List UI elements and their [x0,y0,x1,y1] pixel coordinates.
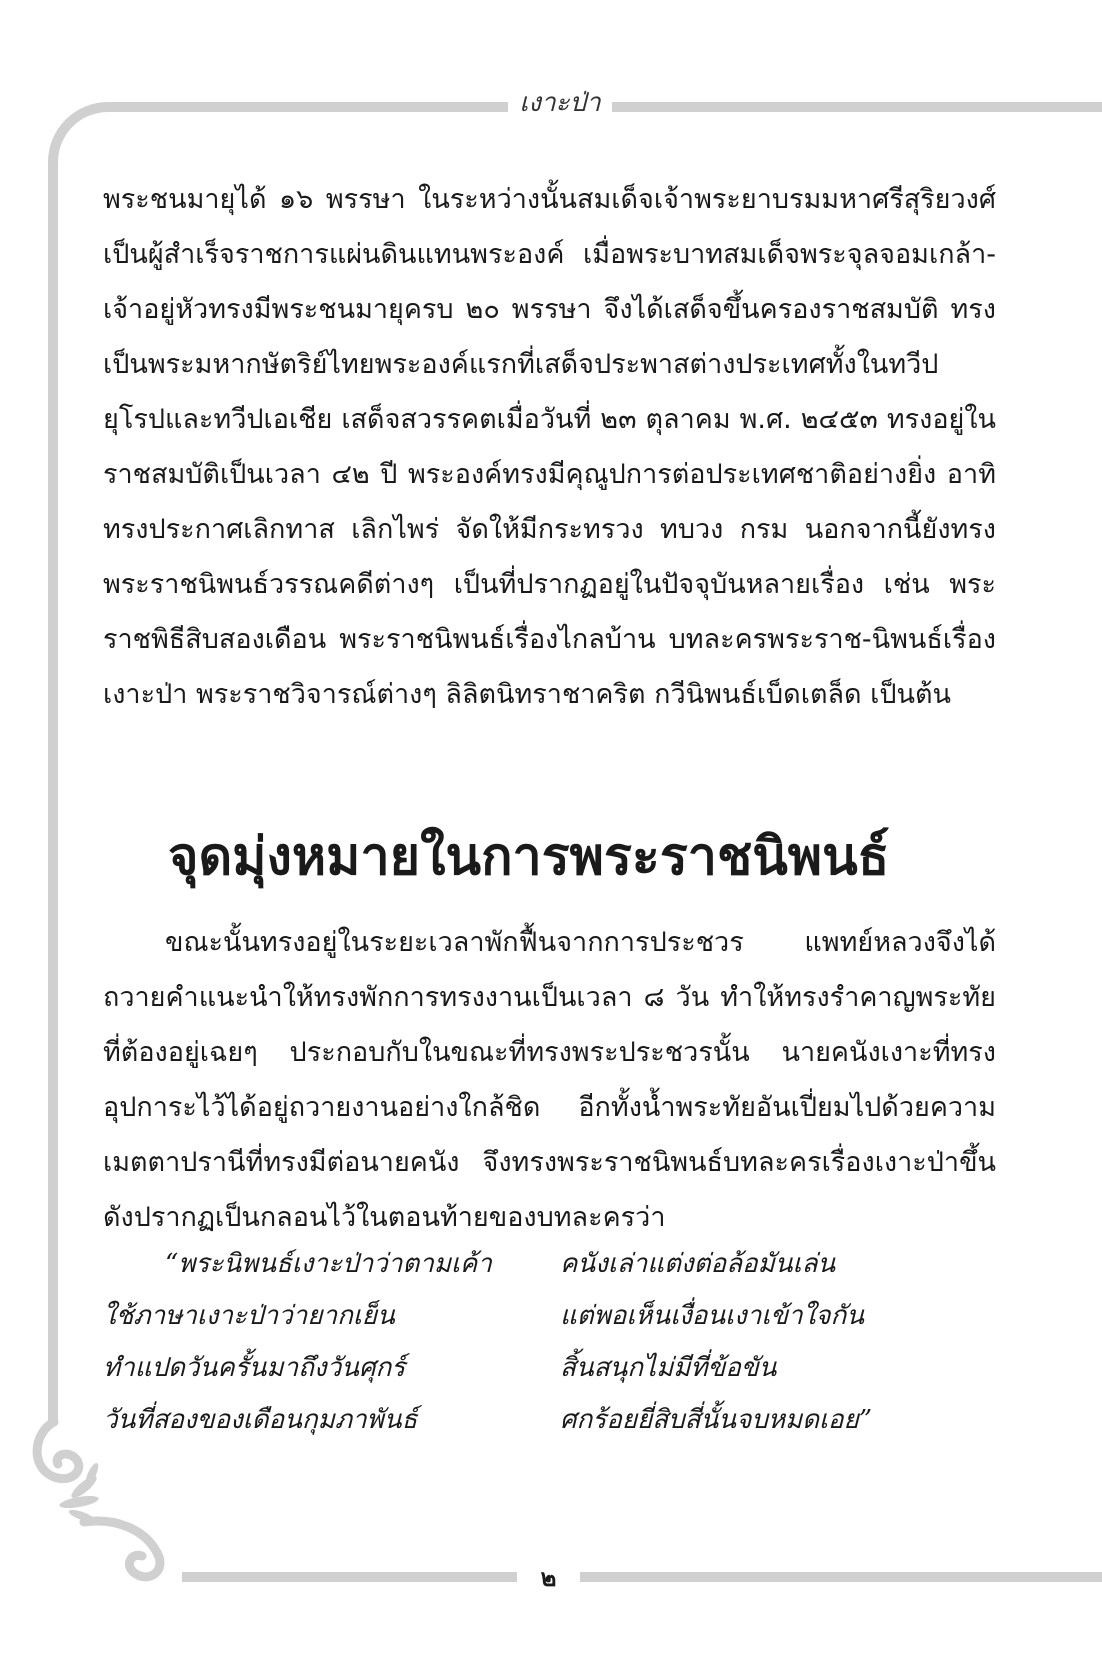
page-frame-top-left [48,102,508,162]
page-frame-bottom-right [580,1572,1102,1582]
poem-line-left: “พระนิพนธ์เงาะป่าว่าตามเค้า [165,1249,492,1279]
poem-line-right: แต่พอเห็นเงื่อนเงาเข้าใจกัน [560,1301,865,1331]
page-number: ๒ [540,1564,557,1592]
poem-line-left: ทำแปดวันครั้นมาถึงวันศุกร์ [103,1353,406,1383]
section-heading: จุดมุ่งหมายในการพระราชนิพนธ์ [168,827,890,887]
page-frame-left [48,160,58,1422]
poem-line-left: วันที่สองของเดือนกุมภาพันธ์ [103,1405,418,1435]
poem-line-right: ศกร้อยยี่สิบสี่นั้นจบหมดเอย” [560,1405,873,1435]
poem-line-right: คนังเล่าแต่งต่อล้อมันเล่น [560,1249,836,1279]
poem-line-left: ใช้ภาษาเงาะป่าว่ายากเย็น [103,1301,395,1331]
running-header: เงาะป่า [519,88,601,118]
body-paragraph-1: พระชนมายุได้ ๑๖ พรรษา ในระหว่างนั้นสมเด็จเจ้าพระยาบรมมหาศรีสุริยวงศ์เป็นผู้สำเร็จราชการแผ่นดินแทนพระองค์ เมื่อพระบาทสมเด็จพระจุลจอมเกล้า-เจ้าอยู่หัวทรงมีพระชนมายุครบ ๒๐ พรรษา จึงได้เสด็จขึ้นครองราชสมบัติ ทรงเป็นพระมหากษัตริย์ไทยพระองค์แรกที่เสด็จประพาสต่างประเทศทั้งในทวีปยุโรปและทวีปเอเชีย เสด็จสวรรคตเมื่อวันที่ ๒๓ ตุลาคม พ.ศ. ๒๔๕๓ ทรงอยู่ในราชสมบัติเป็นเวลา ๔๒ ปี พระองค์ทรงมีคุณูปการต่อประเทศชาติอย่างยิ่ง อาทิ ทรงประกาศเลิกทาส เลิกไพร่ จัดให้มีกระทรวง ทบวง กรม นอกจากนี้ยังทรงพระราชนิพนธ์วรรณคดีต่างๆ เป็นที่ปรากฏอยู่ในปัจจุบันหลายเรื่อง เช่น พระราชพิธีสิบสองเดือน พระราชนิพนธ์เรื่องไกลบ้าน บทละครพระราช-นิพนธ์เรื่องเงาะป่า พระราชวิจารณ์ต่างๆ ลิลิตนิทราชาคริต กวีนิพนธ์เบ็ดเตล็ด เป็นต้น [103,184,996,710]
poem-line-right: สิ้นสนุกไม่มีที่ข้อขัน [560,1353,777,1383]
page-frame-top-right [612,102,1102,112]
body-paragraph-2: ขณะนั้นทรงอยู่ในระยะเวลาพักฟื้นจากการประชวร แพทย์หลวงจึงได้ถวายคำแนะนำให้ทรงพักการทรงงานเป็นเวลา ๘ วัน ทำให้ทรงรำคาญพระทัยที่ต้องอยู่เฉยๆ ประกอบกับในขณะที่ทรงพระประชวรนั้น นายคนังเงาะที่ทรงอุปการะไว้ได้อยู่ถวายงานอย่างใกล้ชิด อีกทั้งน้ำพระทัยอันเปี่ยมไปด้วยความเมตตาปรานีที่ทรงมีต่อนายคนัง จึงทรงพระราชนิพนธ์บทละครเรื่องเงาะป่าขึ้นดังปรากฏเป็นกลอนไว้ในตอนท้ายของบทละครว่า [103,927,996,1233]
page-frame-bottom-left [182,1572,517,1582]
